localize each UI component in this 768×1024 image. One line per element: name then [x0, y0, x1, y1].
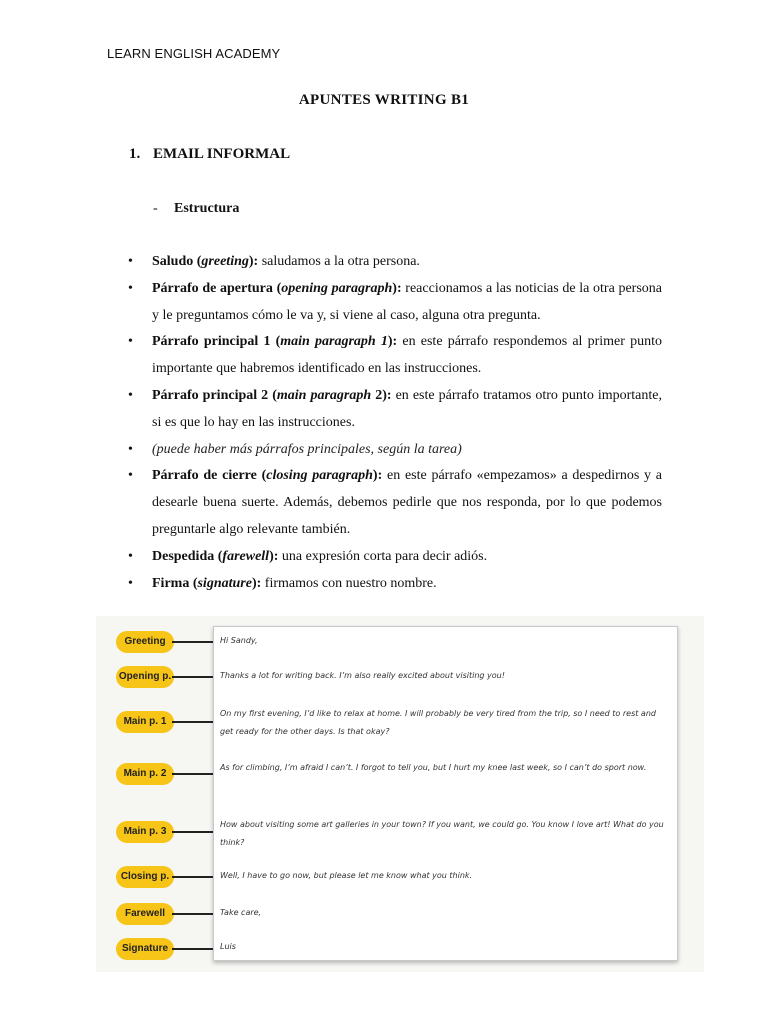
bullet-text: main paragraph 1 — [280, 334, 388, 350]
section-label: EMAIL INFORMAL — [153, 146, 291, 162]
bullet-text: Párrafo de apertura ( — [152, 280, 282, 296]
bullet-text: main paragraph — [276, 387, 372, 403]
section-heading — [129, 146, 290, 163]
bullet-item — [128, 276, 662, 330]
bullet-text: reaccionamos a las noticias de la otra persona y le preguntamos cómo le va y, si viene al caso, alguna otra pregunta. — [152, 280, 663, 323]
email-line: Take care, — [220, 908, 262, 917]
section-label-badge: Farewell — [116, 903, 174, 925]
section-label-badge: Main p. 1 — [116, 711, 174, 733]
bullet-text: Párrafo principal 2 ( — [152, 387, 277, 403]
section-label-badge: Main p. 2 — [116, 763, 174, 785]
connector-line — [172, 831, 213, 833]
email-line: Luis — [220, 942, 236, 951]
bullet-item — [128, 437, 662, 464]
connector-line — [172, 948, 213, 950]
bullet-text: opening paragraph — [281, 280, 393, 296]
connector-line — [172, 876, 213, 878]
bullet-text: ): — [248, 254, 259, 269]
bullet-text: ): — [392, 280, 402, 296]
bullet-item — [128, 571, 662, 598]
bullet-text: greeting — [201, 254, 249, 269]
bullet-text: una expresión corta para decir adiós. — [278, 548, 488, 564]
academy-header: LEARN ENGLISH ACADEMY — [107, 46, 281, 61]
connector-line — [172, 913, 213, 915]
email-line: Thanks a lot for writing back. I’m also really excited about visiting you! — [220, 671, 505, 680]
subsection-dash: - — [153, 201, 158, 216]
connector-line — [172, 676, 213, 678]
bullet-item — [128, 463, 662, 543]
bullet-text: Párrafo principal 1 ( — [152, 334, 281, 350]
page-title: APUNTES WRITING B1 — [298, 92, 470, 108]
bullet-text: farewell — [222, 548, 270, 564]
connector-line — [172, 641, 213, 643]
bullet-text: en este párrafo respondemos al primer punto importante que habremos identificado en las instrucciones. — [152, 334, 662, 377]
subsection-label: Estructura — [174, 201, 240, 216]
email-line: Hi Sandy, — [220, 636, 258, 645]
email-structure-figure — [96, 616, 704, 972]
connector-line — [172, 773, 213, 775]
email-line: As for climbing, I’m afraid I can’t. I forgot to tell you, but I hurt my knee last week, so I can’t do sport now. — [220, 763, 647, 772]
bullet-text: closing paragraph — [266, 468, 373, 484]
connector-line — [172, 721, 213, 723]
email-line: How about visiting some art galleries in your town? If you want, we could go. You know I love art! What do you think? — [220, 820, 664, 847]
bullet-text: Párrafo de cierre ( — [152, 468, 267, 484]
bullet-text: en este párrafo tratamos otro punto importante, si es que lo hay en las instrucciones. — [152, 387, 663, 430]
bullet-text: Saludo ( — [152, 254, 202, 269]
structure-list — [128, 249, 662, 597]
bullet-text: firmamos con nuestro nombre. — [261, 575, 437, 591]
section-number: 1. — [129, 146, 141, 162]
bullet-item — [128, 249, 662, 276]
bullet-text: ): — [251, 575, 262, 591]
bullet-text: 2): — [371, 387, 392, 403]
bullet-text: (puede haber más párrafos principales, según la tarea) — [152, 441, 462, 457]
email-line: Well, I have to go now, but please let me know what you think. — [220, 871, 473, 880]
bullet-text: signature — [197, 575, 252, 591]
bullet-text: ): — [372, 468, 383, 484]
bullet-text: saludamos a la otra persona. — [258, 254, 420, 269]
bullet-item — [128, 544, 662, 571]
section-label-badge: Greeting — [116, 631, 174, 653]
bullet-text: ): — [387, 334, 398, 350]
bullet-text: en este párrafo «empezamos» a despedirnos y a desearle buena suerte. Además, debemos pedirle que nos responda, por lo que podemos preguntarle algo relevante también. — [152, 468, 662, 537]
bullet-text: Despedida ( — [152, 548, 223, 564]
bullet-text: Firma ( — [152, 575, 198, 591]
section-label-badge: Closing p. — [116, 866, 174, 888]
section-label-badge: Signature — [116, 938, 174, 960]
section-label-badge: Opening p. — [116, 666, 174, 688]
bullet-item — [128, 329, 662, 383]
subsection-heading — [153, 201, 239, 217]
email-line: On my first evening, I’d like to relax at home. I will probably be very tired from the trip, so I need to rest and get ready for the other days. Is that okay? — [220, 709, 656, 736]
bullet-text: ): — [269, 548, 279, 564]
section-label-badge: Main p. 3 — [116, 821, 174, 843]
bullet-item — [128, 383, 662, 437]
